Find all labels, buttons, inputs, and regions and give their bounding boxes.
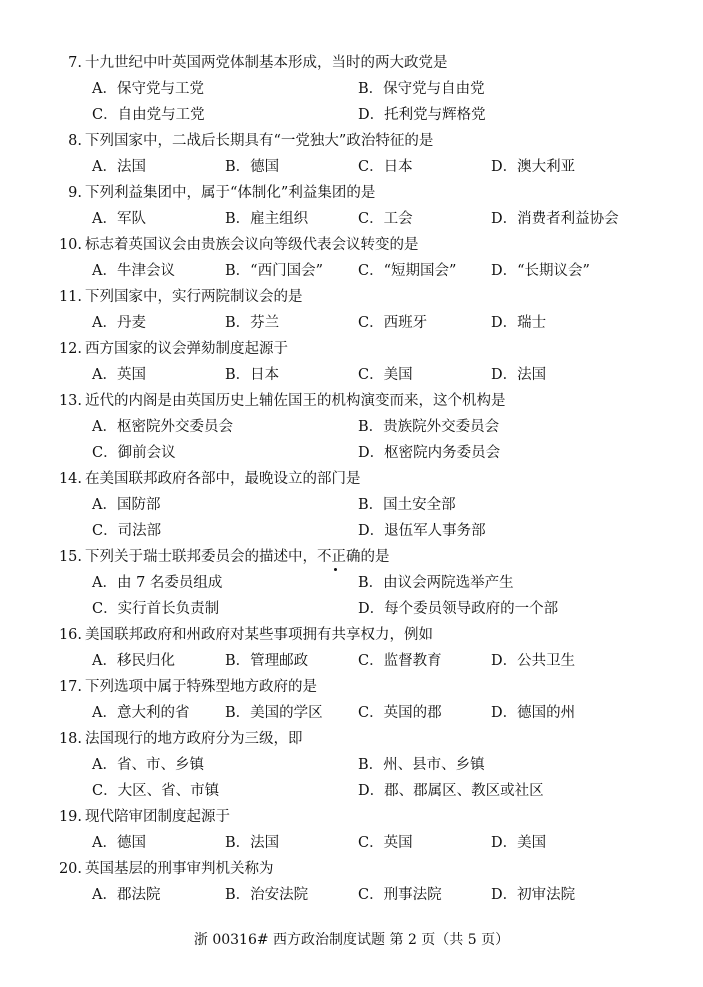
question-15 (0, 544, 703, 570)
option-c: C．御前会议 (92, 445, 176, 461)
question-text: 下列关于瑞士联邦委员会的描述中，不正确的是 (85, 549, 390, 565)
question-13 (0, 388, 703, 414)
option-d: D．枢密院内务委员会 (358, 445, 501, 461)
option-d: D．郡、郡属区、教区或社区 (358, 783, 544, 799)
question-text: 法国现行的地方政府分为三级，即 (85, 731, 303, 747)
question-7 (0, 50, 703, 76)
question-number: 12. (58, 341, 82, 357)
option-c: C．监督教育 (358, 653, 442, 669)
question-number: 13. (58, 393, 82, 409)
question-9 (0, 180, 703, 206)
question-number: 15. (58, 549, 82, 565)
question-text: 下列选项中属于特殊型地方政府的是 (85, 679, 317, 695)
option-a: A．军队 (92, 211, 146, 227)
question-number: 18. (58, 731, 82, 747)
option-c: C．“短期国会” (358, 263, 457, 279)
option-d: D．初审法院 (491, 887, 576, 903)
option-d: D．瑞士 (491, 315, 547, 331)
question-20 (0, 856, 703, 882)
question-text: 近代的内阁是由英国历史上辅佐国王的机构演变而来，这个机构是 (85, 393, 506, 409)
question-number: 16. (58, 627, 82, 643)
option-d: D．消费者利益协会 (491, 211, 619, 227)
option-d: D．每个委员领导政府的一个部 (358, 601, 559, 617)
option-d: D．德国的州 (491, 705, 576, 721)
option-b: B．州、县市、乡镇 (358, 757, 485, 773)
question-10 (0, 232, 703, 258)
option-b: B．美国的学区 (225, 705, 323, 721)
option-b: B．治安法院 (225, 887, 309, 903)
option-c: C．英国的郡 (358, 705, 442, 721)
option-b: B．法国 (225, 835, 280, 851)
option-b: B．雇主组织 (225, 211, 309, 227)
option-b: B．由议会两院选举产生 (358, 575, 514, 591)
option-c: C．工会 (358, 211, 413, 227)
question-number: 10. (58, 237, 82, 253)
question-text: 下列利益集团中，属于“体制化”利益集团的是 (85, 185, 376, 201)
question-17 (0, 674, 703, 700)
question-number: 8. (68, 133, 82, 149)
question-number: 17. (58, 679, 82, 695)
question-text: 下列国家中，实行两院制议会的是 (85, 289, 303, 305)
option-c: C．实行首长负责制 (92, 601, 220, 617)
option-a: A．由 7 名委员组成 (92, 575, 223, 591)
page-footer: 浙 00316# 西方政治制度试题 第 2 页（共 5 页） (193, 932, 510, 948)
question-text: 在美国联邦政府各部中，最晚设立的部门是 (85, 471, 361, 487)
option-a: A．国防部 (92, 497, 161, 513)
option-c: C．自由党与工党 (92, 107, 205, 123)
option-c: C．日本 (358, 159, 413, 175)
option-d: D．托利党与辉格党 (358, 107, 486, 123)
option-b: B．保守党与自由党 (358, 81, 485, 97)
option-a: A．德国 (92, 835, 146, 851)
question-number: 14. (58, 471, 82, 487)
question-number: 20. (58, 861, 82, 877)
option-b: B．芬兰 (225, 315, 280, 331)
question-8 (0, 128, 703, 154)
option-a: A．丹麦 (92, 315, 146, 331)
option-b: B．德国 (225, 159, 280, 175)
option-a: A．省、市、乡镇 (92, 757, 204, 773)
option-a: A．牛津会议 (92, 263, 175, 279)
option-a: A．保守党与工党 (92, 81, 204, 97)
option-d: D．公共卫生 (491, 653, 576, 669)
question-text: 十九世纪中叶英国两党体制基本形成，当时的两大政党是 (85, 55, 448, 71)
question-text: 现代陪审团制度起源于 (85, 809, 230, 825)
question-number: 9. (68, 185, 82, 201)
question-19 (0, 804, 703, 830)
question-number: 19. (58, 809, 82, 825)
question-number: 7. (68, 55, 82, 71)
option-c: C．司法部 (92, 523, 162, 539)
option-a: A．枢密院外交委员会 (92, 419, 233, 435)
option-a: A．意大利的省 (92, 705, 190, 721)
question-text: 下列国家中，二战后长期具有“一党独大”政治特征的是 (85, 133, 434, 149)
question-18 (0, 726, 703, 752)
option-b: B．国土安全部 (358, 497, 456, 513)
question-14 (0, 466, 703, 492)
option-c: C．美国 (358, 367, 413, 383)
option-b: B．“西门国会” (225, 263, 323, 279)
option-a: A．法国 (92, 159, 146, 175)
question-16 (0, 622, 703, 648)
option-c: C．刑事法院 (358, 887, 442, 903)
question-number: 11. (58, 289, 82, 305)
question-text: 英国基层的刑事审判机关称为 (85, 861, 274, 877)
option-c: C．大区、省、市镇 (92, 783, 220, 799)
option-a: A．英国 (92, 367, 146, 383)
option-d: D．退伍军人事务部 (358, 523, 486, 539)
question-text: 美国联邦政府和州政府对某些事项拥有共享权力，例如 (85, 627, 433, 643)
option-b: B．管理邮政 (225, 653, 309, 669)
question-12 (0, 336, 703, 362)
option-d: D．“长期议会” (491, 263, 590, 279)
option-c: C．英国 (358, 835, 413, 851)
emphasis-dot-mark (334, 568, 337, 571)
option-d: D．美国 (491, 835, 547, 851)
question-11 (0, 284, 703, 310)
option-a: A．郡法院 (92, 887, 161, 903)
option-a: A．移民归化 (92, 653, 175, 669)
option-c: C．西班牙 (358, 315, 428, 331)
option-b: B．贵族院外交委员会 (358, 419, 500, 435)
option-d: D．法国 (491, 367, 547, 383)
question-text: 标志着英国议会由贵族会议向等级代表会议转变的是 (85, 237, 419, 253)
question-text: 西方国家的议会弹劾制度起源于 (85, 341, 288, 357)
option-b: B．日本 (225, 367, 280, 383)
option-d: D．澳大利亚 (491, 159, 576, 175)
